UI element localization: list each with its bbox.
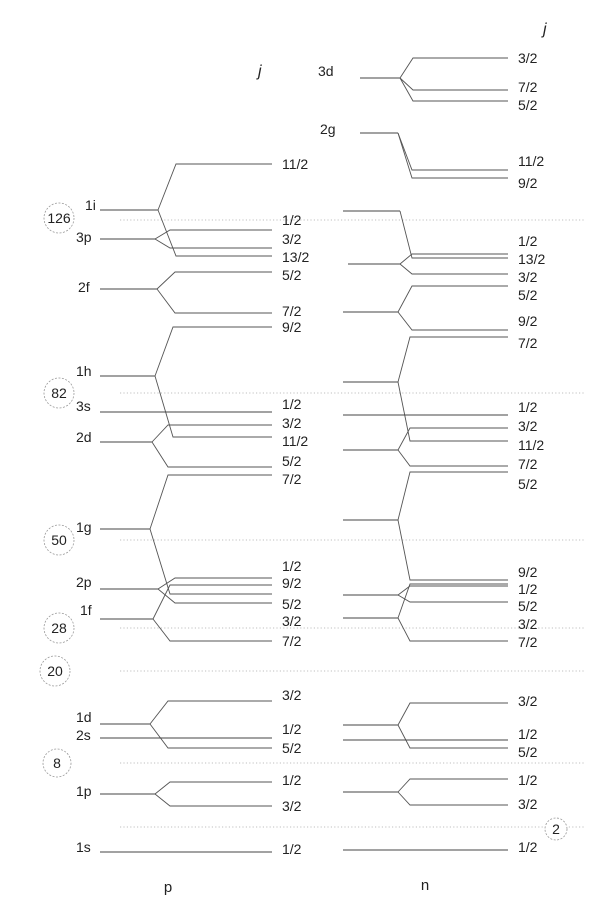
proton-j: 13/2 <box>282 249 310 265</box>
proton-j: 11/2 <box>282 433 309 449</box>
proton-j: 7/2 <box>282 471 302 487</box>
orbital-2g: 2g <box>320 121 336 137</box>
proton-j: 5/2 <box>282 267 302 283</box>
magic-126: 126 <box>47 210 71 226</box>
proton-j: 1/2 <box>282 721 302 737</box>
proton-j: 5/2 <box>282 740 302 756</box>
proton-j: 3/2 <box>282 415 302 431</box>
neutron-j: 3/2 <box>518 616 538 632</box>
proton-j: 1/2 <box>282 396 302 412</box>
orbital-1s: 1s <box>76 839 91 855</box>
magic-20: 20 <box>47 663 63 679</box>
proton-j: 3/2 <box>282 798 302 814</box>
neutron-j: 1/2 <box>518 233 538 249</box>
j-header-proton: j <box>258 63 262 80</box>
orbital-1f: 1f <box>80 602 92 618</box>
proton-j-labels <box>282 156 309 857</box>
orbital-3p: 3p <box>76 229 92 245</box>
neutron-j: 7/2 <box>518 335 538 351</box>
neutron-j: 1/2 <box>518 399 538 415</box>
proton-j: 5/2 <box>282 596 302 612</box>
magic-50: 50 <box>51 532 67 548</box>
orbital-1i: 1i <box>85 197 96 213</box>
neutron-j: 9/2 <box>518 175 538 191</box>
proton-j: 3/2 <box>282 231 302 247</box>
proton-levels <box>100 164 272 852</box>
orbital-1g: 1g <box>76 519 92 535</box>
proton-column-label: p <box>163 879 173 896</box>
magic-2: 2 <box>552 821 560 837</box>
proton-j: 9/2 <box>282 575 302 591</box>
neutron-j: 11/2 <box>518 153 545 169</box>
neutron-j: 9/2 <box>518 313 538 329</box>
proton-j: 7/2 <box>282 303 302 319</box>
neutron-j: 3/2 <box>518 269 538 285</box>
proton-j: 1/2 <box>282 558 302 574</box>
proton-j: 3/2 <box>282 687 302 703</box>
neutron-j: 1/2 <box>518 726 538 742</box>
neutron-j: 5/2 <box>518 97 538 113</box>
orbital-3d: 3d <box>318 63 334 79</box>
orbital-2f: 2f <box>78 279 90 295</box>
proton-j: 1/2 <box>282 841 302 857</box>
neutron-j: 7/2 <box>518 456 538 472</box>
proton-j: 11/2 <box>282 156 309 172</box>
magic-82: 82 <box>51 385 67 401</box>
neutron-j: 5/2 <box>518 744 538 760</box>
orbital-1d: 1d <box>76 709 92 725</box>
neutron-j: 7/2 <box>518 634 538 650</box>
orbital-1p: 1p <box>76 783 92 799</box>
neutron-j: 7/2 <box>518 79 538 95</box>
neutron-j: 9/2 <box>518 564 538 580</box>
orbital-2s: 2s <box>76 727 91 743</box>
neutron-column-label: n <box>420 877 430 894</box>
proton-j: 9/2 <box>282 319 302 335</box>
neutron-j: 1/2 <box>518 839 538 855</box>
neutron-levels <box>343 58 508 850</box>
magic-28: 28 <box>51 620 67 636</box>
proton-j: 1/2 <box>282 212 302 228</box>
neutron-j: 3/2 <box>518 693 538 709</box>
neutron-j: 3/2 <box>518 418 538 434</box>
proton-j: 3/2 <box>282 613 302 629</box>
neutron-orbital-labels <box>318 63 336 137</box>
proton-orbital-labels <box>76 197 96 855</box>
neutron-j: 1/2 <box>518 581 538 597</box>
neutron-j: 11/2 <box>518 437 545 453</box>
proton-j: 7/2 <box>282 633 302 649</box>
neutron-j: 3/2 <box>518 50 538 66</box>
neutron-j: 3/2 <box>518 796 538 812</box>
proton-j: 5/2 <box>282 453 302 469</box>
magic-8: 8 <box>53 755 61 771</box>
magic-gap-lines <box>120 220 585 827</box>
neutron-j: 1/2 <box>518 772 538 788</box>
neutron-j: 5/2 <box>518 476 538 492</box>
orbital-3s: 3s <box>76 398 91 414</box>
neutron-j: 13/2 <box>518 251 546 267</box>
magic-number-badges <box>40 203 567 840</box>
orbital-2d: 2d <box>76 429 92 445</box>
proton-j: 1/2 <box>282 772 302 788</box>
neutron-j: 5/2 <box>518 287 538 303</box>
orbital-1h: 1h <box>76 363 92 379</box>
orbital-2p: 2p <box>76 574 92 590</box>
neutron-j-labels <box>518 50 545 855</box>
j-header-neutron: j <box>543 21 547 38</box>
neutron-j: 5/2 <box>518 598 538 614</box>
